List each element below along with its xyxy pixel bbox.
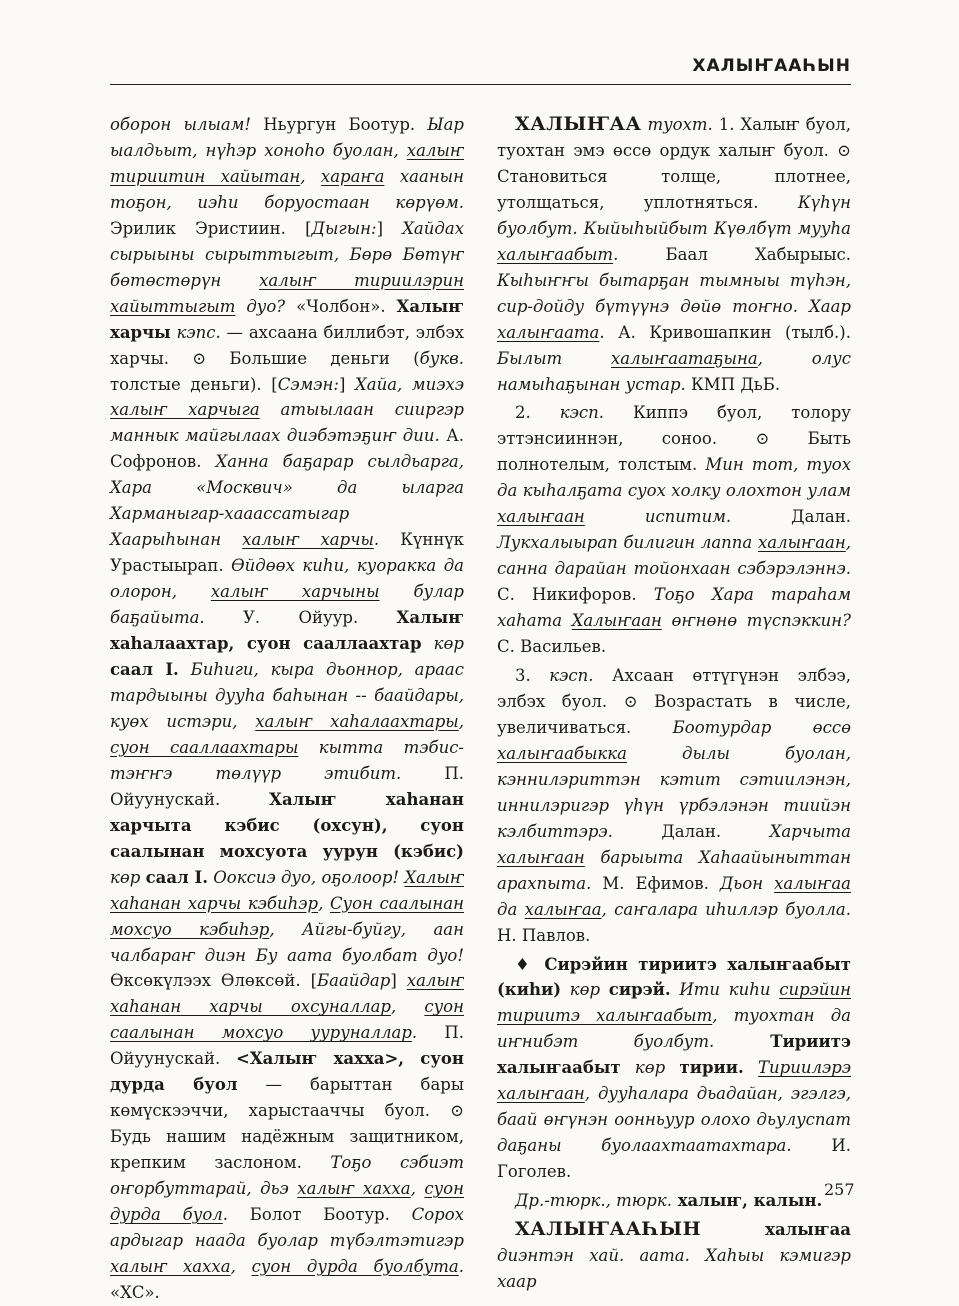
idiom: Халыҥ харчы [110,296,464,342]
cross-reference: сирэй. [608,980,671,1000]
example-text: Харчыта [769,821,851,841]
cross-reference: саал I. [110,660,179,680]
example-text: , [391,997,425,1017]
source: Далан. [731,507,851,527]
underlined-phrase: халыҥаабыкка [497,743,627,763]
underlined-phrase: халыҥаабыт [497,244,614,264]
example-text: Тоҕо сэбиэт оҥорбуттарай, дьэ [110,1153,465,1199]
left-paragraph [110,112,464,1306]
source: «ХС». [110,1282,160,1302]
etymology [497,1188,851,1214]
source: «Чолбон». [285,296,397,316]
underlined-phrase: суон дурда буол [110,1179,464,1225]
example-text: хаанын тоҕон, иэһи боруостаан көрүөм. [110,166,464,212]
translation: Становиться толще, плотнее, утолщаться, уплотняться. [497,166,851,212]
example-text: , [410,1179,425,1199]
sense-2 [497,400,851,660]
right-column [497,112,851,1295]
source: А. Кривошапкин (тылб.). [604,322,851,342]
source: П. Ойуунускай. [110,763,464,809]
cross-reference: саал I. [145,867,208,887]
example-text: Күһүн буолбут. Кыйыһыйбыт Күөлбүт мууһа [497,192,851,238]
underlined-phrase: хараҥа [320,166,385,186]
example-text: , туохтан да иҥнибэт буолбут. [497,1006,852,1052]
underlined-phrase: халыҥаа [524,899,602,919]
example-text: , саҥалара иһиллэр буолла. [601,899,851,919]
label: кэсп. [549,666,594,686]
source: Н. Павлов. [497,925,591,945]
example-text: , [458,711,464,731]
example-text: , санна дарайан тойонхаан сэбэрэлэннэ. [497,533,851,579]
source: С. Никифоров. [497,585,654,605]
underlined-phrase: Тириилэрэ халыҥаан [497,1058,852,1104]
example-text: Былыт [497,348,611,368]
etymology-label: Др.-тюрк., тюрк. [515,1191,672,1211]
example-text: Кыһыҥҥы бытарҕан тымныы түһэн, сир-дойду бүтүүнэ дөйө тоҥно. Хаар [497,270,851,316]
example-text: . [373,530,380,550]
underlined-phrase: Халыҥаан [571,611,662,631]
underlined-phrase: халыҥаата [497,322,600,342]
example-text: Ооксиэ дуо, оҕолоор! [207,867,405,887]
underlined-phrase: халыҥаан [497,507,585,527]
definition: Киппэ буол, толору эттэнсииннэн, сонoо. [497,403,851,449]
example-text: , [300,166,321,186]
source: Эрилик Эристиин. [ [110,218,312,238]
source: Күннүк Урастыырап. [110,530,464,576]
translation-marker-icon: ⊙ [755,429,770,449]
translation: Будь нашим надёжным защитником, крепким заслоном. [110,1127,464,1173]
source: У. Ойуур. [204,608,397,628]
example-text: атыылаан сииргэр маннык майгылаах диэбэтэҕиҥ дии. [110,400,464,446]
example-text: барыыта Хаһаайыныттан арахпыта. [497,847,851,893]
example-text: Хайдах сырыыны сырыттыгыт, Бөрө Бөтүҥ бөтөстөрүн [110,218,464,290]
example-text: Ханна баҕарар сылдьарга, Хара «Москвич» да ыларга Харманыгар-хааассатыгар Хаарыһынан [110,452,464,550]
translation: Возрастать в числе, увеличиваться. [497,691,852,737]
translation-marker-icon: ⊙ [450,1101,464,1121]
cross-reference: тирии. [679,1058,744,1078]
underlined-phrase: халыҥ хахха [297,1179,411,1199]
example-text: оборон ылыам! [110,115,252,134]
translation-marker-icon: ⊙ [192,348,207,368]
label: букв. [419,348,464,368]
idiom: Халыҥ хаһанан харчыта кэбис (охсун), суон саалынан мохсуота уурун (кэбис) [110,789,464,861]
definition: 1. Халыҥ буол, туохтан эмэ өссө ордук халыҥ буол. [497,115,851,160]
underlined-phrase: халыҥаан [497,847,585,867]
header-title: ХАЛЫҤААҺЫН [692,56,851,76]
example-text: , олус намыһаҕынан устар. [497,348,851,394]
speaker: Дыгын: [311,218,377,238]
entry-halyngaa [497,112,851,397]
underlined-phrase: сирэйин тириитэ халыҥаабыт [497,980,851,1026]
sense-number: 2. [515,403,560,423]
example-text: Ити киһи [670,980,780,1000]
example-text: , [230,1256,252,1276]
example-text: Дьон [719,873,775,893]
underlined-phrase: халыҥ тириилэрин хайыттыгыт [110,270,464,316]
idiom: Сирэйин тириитэ халыҥаабыт (киһи) [497,954,851,1000]
example-text: булар баҕайыта. [110,582,464,628]
definition: Ахсаан өттүгүнэн элбээ, элбэх буол. [497,666,851,711]
bracket: ] [376,218,403,238]
label: кэпс. [170,322,221,342]
headword: ХАЛЫҤАА [515,113,642,135]
space [744,1058,758,1077]
etymology-forms: халыҥ, калын. [671,1191,823,1211]
bracket: ] [338,374,355,394]
underlined-phrase: халыҥаатаҕына [611,348,758,368]
example-text: , Айгы-буйгу, аан чалбараҥ диэн Бу аата буолбат дуо! [110,919,464,965]
label: көр [620,1058,680,1078]
translation: Большие деньги ( [206,348,420,368]
example-text: . [222,1205,229,1225]
example-text: Мин тот, туох да кыһалҕата суох холку олохтон улам [497,455,852,501]
page-number: 257 [824,1180,855,1199]
source: КМП ДьБ. [685,374,781,394]
example-text: . [411,1023,418,1043]
underlined-phrase: Суон саалынан мохсуо кэбиһэр [110,893,464,939]
example-text: да [497,899,525,919]
source: С. Васильев. [497,637,607,657]
source: М. Ефимов. [591,873,720,893]
headword: ХАЛЫҤААҺЫН [515,1218,702,1241]
example-text: Өйдөөх киһи, куоракка да олорон, [110,556,464,602]
example-text: . [599,322,605,342]
underlined-phrase: суон саалынан мохсуо ууруналлар [110,997,464,1043]
underlined-phrase: халыҥ хахха [110,1256,231,1276]
underlined-phrase: халыҥ харчыны [210,582,380,602]
definition: диэнтэн хай. аата. Хаһыы кэмигэр хаар [497,1245,851,1291]
sense-number: 3. [515,666,550,686]
example-text: Биһиги, кыра дьоннор, араас тардыыны дууһа баһынан -- баайдары, куөх истэри, [110,660,464,731]
underlined-phrase: халыҥ тириитин хайытан [110,140,464,186]
underlined-phrase: суон сааллаахтары [110,737,299,757]
source: П. Ойуунускай. [110,1023,464,1069]
underlined-phrase: суон дурда буолбута [251,1256,459,1276]
label: көр [110,867,146,887]
example-text: испитим. [584,507,732,527]
example-text: өҥнөнө түспэккин? [661,611,851,631]
definition: — ахсаана биллибэт, элбэх харчы. [110,322,465,368]
example-text: Хайа, миэхэ [355,374,465,394]
example-text: . [458,1256,465,1276]
example-text: , дууһалара дьадайан, эгэлгэ, баай өҥүнэн оонньуур олохо дьулуспат даҕаны буолаахтаатахтара. [497,1084,851,1156]
entry-halyngaahyn [497,1217,851,1295]
speaker: Сэмэн: [277,374,339,394]
underlined-phrase: Халыҥ хаһанан харчы кэбиһэр [110,867,464,913]
example-text: Ыар ыалдьыт, нүһэр хоноһо буолан, [110,115,464,160]
source: И. Гоголев. [497,1136,851,1182]
translation: Быть полнотелым, толстым. [497,429,851,475]
source: Болот Боотур. [228,1205,412,1225]
running-header [110,52,851,85]
example-text: Тоҕо Хара тараһам хаһата [497,585,851,631]
example-text: кытта тэбис-тэҥҥэ төлүүр этибит. [110,737,465,783]
label: көр [421,634,464,654]
example-text: Боотурдар өссө [672,717,851,737]
base-word: халыҥаа [701,1220,851,1240]
underlined-phrase: халыҥаан [757,533,846,553]
underlined-phrase: халыҥ хаһанан харчы охсуналлар [110,971,464,1017]
underlined-phrase: халыҥ харчыга [110,400,260,420]
underlined-phrase: халыҥаа [774,873,851,893]
source: Баал Хабырыыс. [618,244,851,264]
speaker: Баайдар [317,971,391,991]
left-column [110,112,464,1306]
example-text: Сорох ардыгар наада буолар түбэлтэтигэр [110,1205,464,1250]
example-text: дуо? [235,296,286,316]
example-text: , [318,893,330,913]
example-text: дылы буолан, кэннилэриттэн кэтит сэтиилэнэн, иннилэригэр үһүн үрбэлэнэн тиийэн кэлбиттэрэ. [497,743,851,841]
label: кэсп. [559,403,604,423]
diamond-icon: ♦ [515,954,545,974]
example-text: . [613,244,619,264]
source: Өксөкүлээх Өлөксөй. [ [110,971,318,991]
part-of-speech: туохт. [647,115,713,134]
example-text: Лукхалыырап билигин лаппа [497,533,758,553]
source: А. Софронов. [110,426,464,472]
definition: — барыттан бары көмүскээччи, харыстааччы буол. [110,1075,464,1121]
idiom: <Халыҥ хахха>, суон дурда буол [110,1049,464,1095]
idioms-block [497,952,851,1186]
translation-marker-icon: ⊙ [623,691,638,711]
idiom: Тириитэ халыҥаабыт [497,1032,851,1078]
underlined-phrase: халыҥ хаһалаахтары [255,711,459,731]
label: көр [561,980,609,1000]
idiom: Халыҥ хаһалаахтар, суон сааллаахтар [110,608,464,654]
underlined-phrase: халыҥ харчы [242,530,374,550]
bracket: ] [390,971,407,991]
sense-3 [497,663,851,948]
translation: толстые деньги). [ [110,374,278,394]
translation-marker-icon: ⊙ [837,140,851,160]
source: Далан. [612,821,770,841]
source: Ньургун Боотур. [251,115,428,134]
